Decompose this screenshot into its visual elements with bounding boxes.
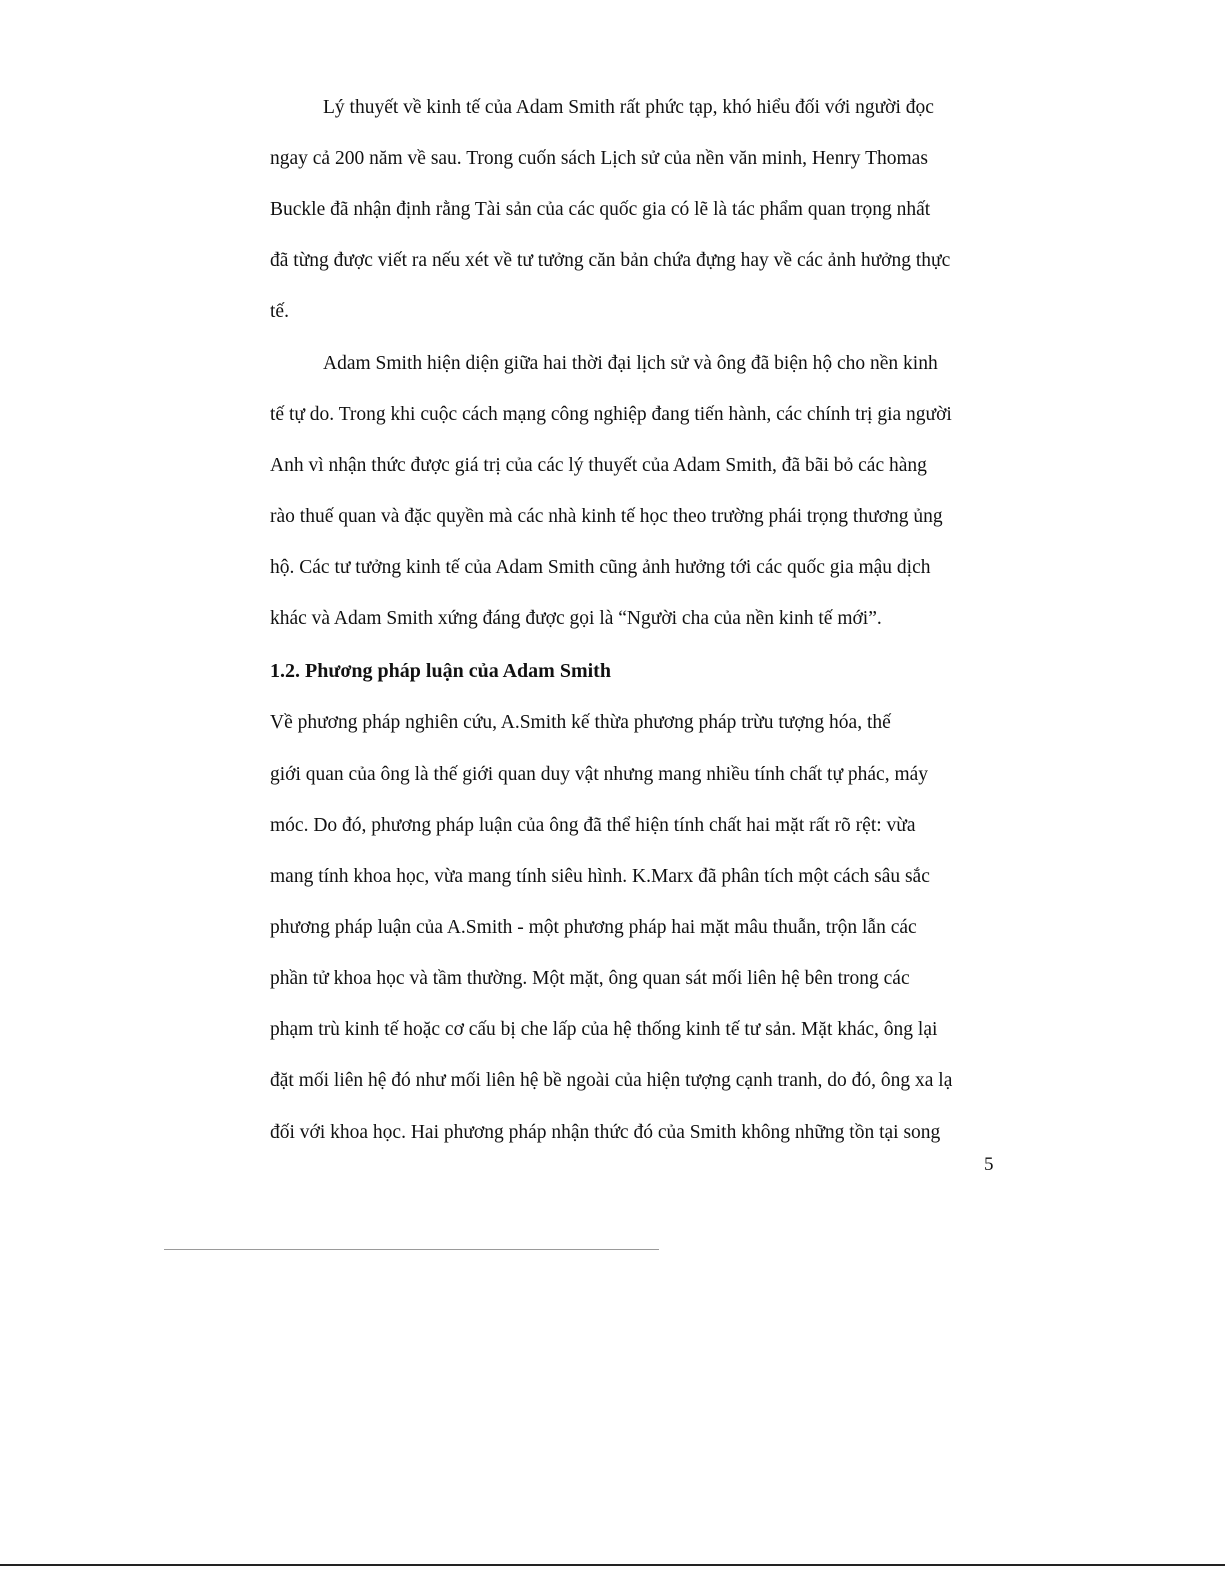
page-bottom-border <box>0 1564 1225 1566</box>
text-line: Buckle đã nhận định rằng Tài sản của các quốc gia có lẽ là tác phẩm quan trọng nhất <box>270 199 931 220</box>
text-line: móc. Do đó, phương pháp luận của ông đã thể hiện tính chất hai mặt rất rõ rệt: vừa <box>270 815 916 836</box>
text-line: Lý thuyết về kinh tế của Adam Smith rất phức tạp, khó hiểu đối với người đọc <box>323 97 934 118</box>
text-line: đối với khoa học. Hai phương pháp nhận thức đó của Smith không những tồn tại song <box>270 1122 941 1143</box>
text-line: đã từng được viết ra nếu xét về tư tưởng căn bản chứa đựng hay về các ảnh hưởng thực <box>270 250 951 271</box>
text-line: mang tính khoa học, vừa mang tính siêu hình. K.Marx đã phân tích một cách sâu sắc <box>270 866 930 887</box>
text-line: phần tử khoa học và tầm thường. Một mặt, ông quan sát mối liên hệ bên trong các <box>270 968 910 989</box>
text-line: ngay cả 200 năm về sau. Trong cuốn sách Lịch sử của nền văn minh, Henry Thomas <box>270 148 928 169</box>
text-line: Anh vì nhận thức được giá trị của các lý thuyết của Adam Smith, đã bãi bỏ các hàng <box>270 455 927 476</box>
text-line: giới quan của ông là thế giới quan duy vật nhưng mang nhiều tính chất tự phác, máy <box>270 764 929 785</box>
text-line: Adam Smith hiện diện giữa hai thời đại lịch sử và ông đã biện hộ cho nền kinh <box>323 353 938 374</box>
text-line: khác và Adam Smith xứng đáng được gọi là “Người cha của nền kinh tế mới”. <box>270 608 882 629</box>
text-line: tế tự do. Trong khi cuộc cách mạng công nghiệp đang tiến hành, các chính trị gia người <box>270 404 952 425</box>
footnote-separator <box>164 1249 659 1250</box>
text-line: hộ. Các tư tưởng kinh tế của Adam Smith cũng ảnh hưởng tới các quốc gia mậu dịch <box>270 557 931 578</box>
text-line: đặt mối liên hệ đó như mối liên hệ bề ngoài của hiện tượng cạnh tranh, do đó, ông xa lạ <box>270 1070 953 1091</box>
section-heading: 1.2. Phương pháp luận của Adam Smith <box>270 660 611 682</box>
text-line: rào thuế quan và đặc quyền mà các nhà kinh tế học theo trường phái trọng thương ủng <box>270 506 943 527</box>
text-line: Về phương pháp nghiên cứu, A.Smith kế thừa phương pháp trừu tượng hóa, thế <box>270 712 891 733</box>
text-line: phương pháp luận của A.Smith - một phương pháp hai mặt mâu thuẫn, trộn lẫn các <box>270 917 917 938</box>
page-number: 5 <box>984 1154 994 1175</box>
text-line: tế. <box>270 301 289 322</box>
text-line: phạm trù kinh tế hoặc cơ cấu bị che lấp của hệ thống kinh tế tư sản. Mặt khác, ông lại <box>270 1019 938 1040</box>
